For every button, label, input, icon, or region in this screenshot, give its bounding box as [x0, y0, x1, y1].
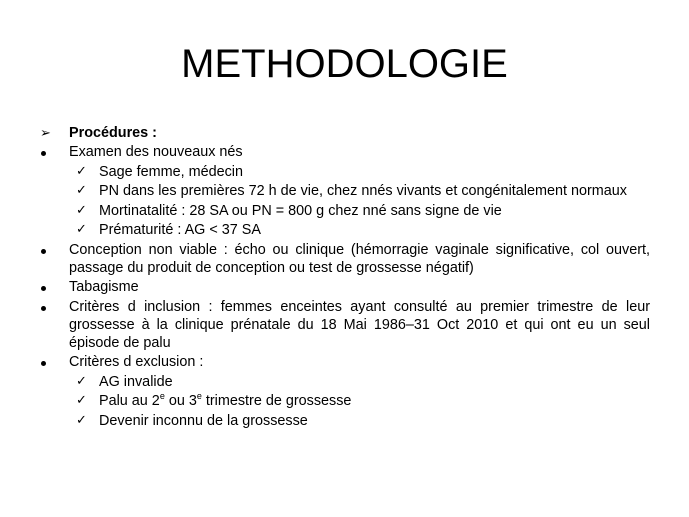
- examen-item-row: [40, 202, 650, 220]
- tabagisme-text: Tabagisme: [69, 279, 139, 295]
- bullet-dot-icon: [40, 298, 69, 316]
- examen-item-row: [40, 182, 650, 200]
- examen-row: [40, 143, 650, 161]
- checkmark-icon: ✓: [76, 393, 87, 408]
- checkmark-icon: ✓: [76, 373, 87, 389]
- exclusion-devenir: Devenir inconnu de la grossesse: [99, 412, 308, 429]
- examen-item: PN dans les premières 72 h de vie, chez nnés vivants et congénitalement normaux: [99, 183, 627, 199]
- bullet-dot-icon: [40, 353, 69, 371]
- slide-body: [40, 122, 650, 430]
- checkmark-icon: ✓: [76, 202, 87, 218]
- procedures-heading: Procédures :: [69, 124, 157, 141]
- checkmark-icon: ✓: [76, 183, 87, 198]
- slide-title: METHODOLOGIE: [181, 42, 508, 86]
- examen-item: Sage femme, médecin: [99, 163, 243, 180]
- bullet-dot-icon: [40, 278, 69, 296]
- examen-label: Examen des nouveaux nés: [69, 144, 243, 160]
- exclusion-ag-invalide: AG invalide: [99, 373, 173, 390]
- bullet-dot-icon: [40, 241, 69, 259]
- tabagisme-row: [40, 278, 650, 296]
- inclusion-text: Critères d inclusion : femmes enceintes ayant consulté au premier trimestre de leur grossesse à la clinique prénatale du 18 Mai 1986–31 Oct 2010 et qui ont eu un seul épisode de palu: [69, 298, 650, 351]
- checkmark-icon: ✓: [76, 163, 87, 179]
- conception-text: Conception non viable : écho ou clinique (hémorragie vaginale significative, col ouvert, passage du produit de conception ou test de grossesse négatif): [69, 241, 650, 276]
- exclusion-item-row: [40, 412, 650, 430]
- examen-item: Prématurité : AG < 37 SA: [99, 222, 261, 238]
- bullet-dot-icon: [40, 143, 69, 161]
- exclusion-palu: Palu au 2e ou 3e trimestre de grossesse: [99, 391, 352, 409]
- examen-item-row: [40, 163, 650, 181]
- checkmark-icon: ✓: [76, 412, 87, 428]
- arrow-bullet-icon: ➢: [40, 124, 51, 140]
- exclusion-item-row: [40, 392, 650, 410]
- examen-item-row: [40, 221, 650, 239]
- conception-row: [40, 241, 650, 277]
- checkmark-icon: ✓: [76, 222, 87, 237]
- exclusion-item-row: [40, 373, 650, 391]
- exclusion-row: [40, 353, 650, 371]
- procedures-heading-row: [40, 124, 650, 142]
- examen-item: Mortinatalité : 28 SA ou PN = 800 g chez nné sans signe de vie: [99, 202, 502, 219]
- exclusion-label: Critères d exclusion :: [69, 354, 204, 370]
- inclusion-row: [40, 298, 650, 352]
